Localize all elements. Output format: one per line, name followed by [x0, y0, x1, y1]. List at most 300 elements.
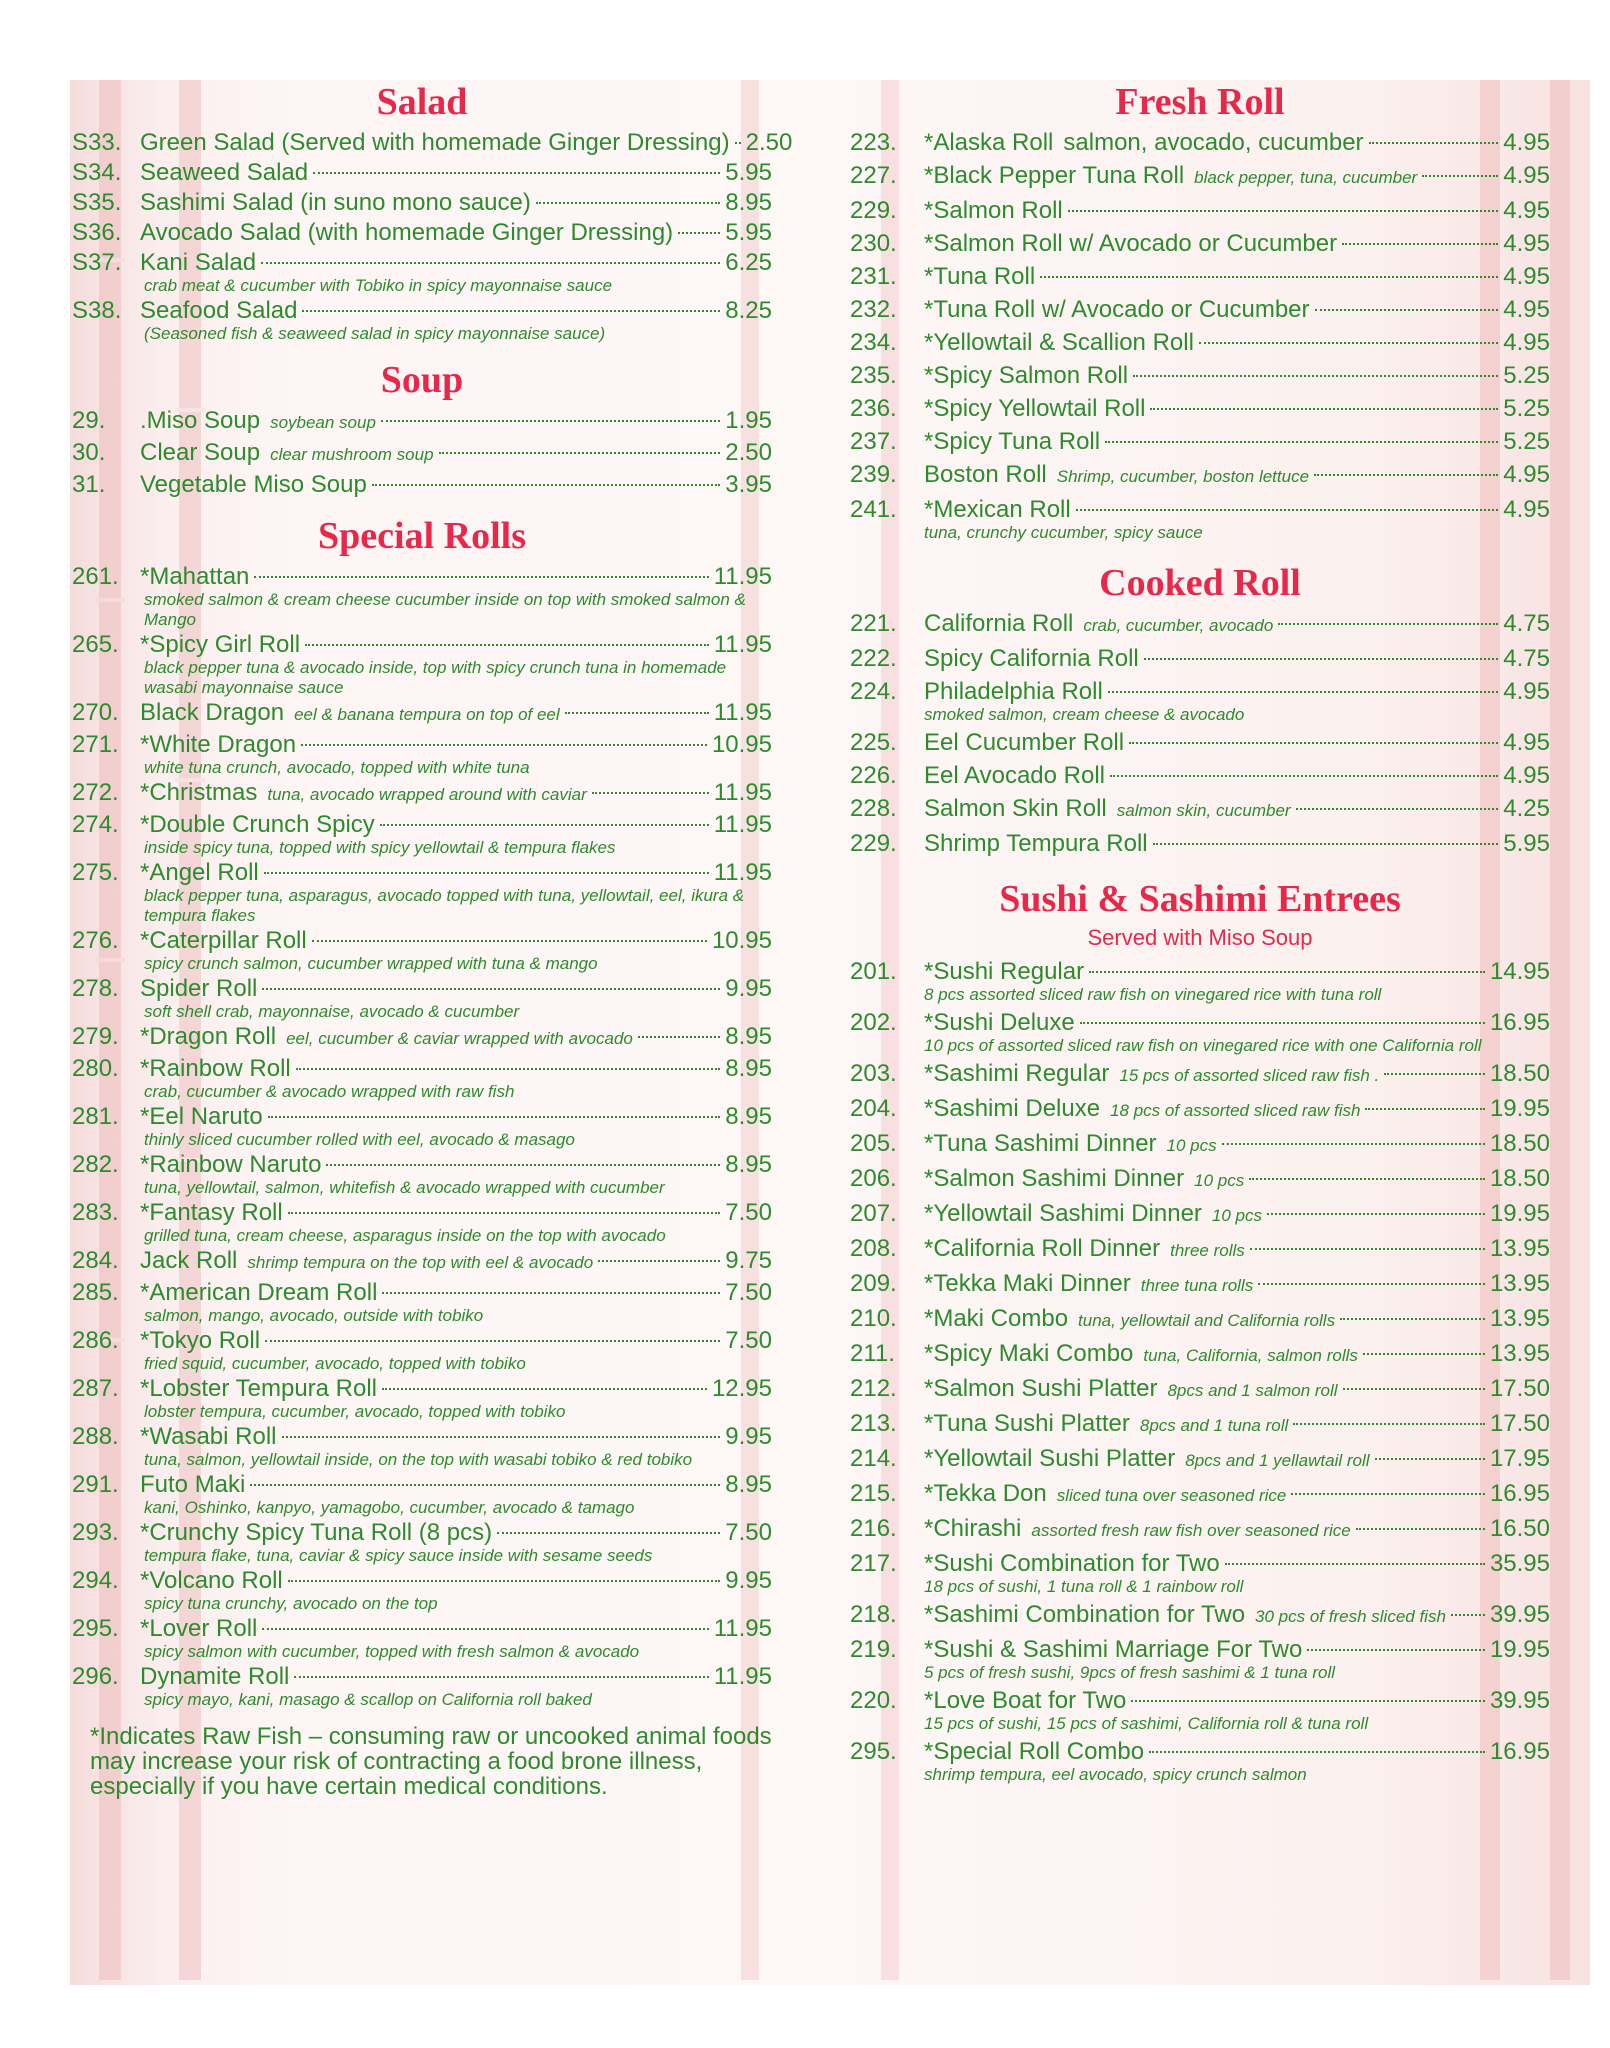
- item-name: Clear Soup: [140, 439, 261, 466]
- dot-leader: [382, 1388, 707, 1390]
- item-number: 219.: [850, 1636, 897, 1663]
- menu-item-row: [72, 296, 772, 326]
- item-description: grilled tuna, cream cheese, asparagus inside on the top with avocado: [144, 1226, 666, 1245]
- item-description: 5 pcs of fresh sushi, 9pcs of fresh sashimi & 1 tuna roll: [924, 1663, 1336, 1682]
- item-inline-description: 8pcs and 1 yellawtail roll: [1185, 1451, 1370, 1470]
- section-subtitle: Served with Miso Soup: [1087, 925, 1313, 950]
- item-description: smoked salmon, cream cheese & avocado: [924, 705, 1245, 724]
- dot-leader: [372, 484, 720, 486]
- item-price: 13.95: [1489, 1270, 1550, 1297]
- item-name: *Christmas: [140, 779, 258, 806]
- menu-item: [850, 229, 1550, 259]
- item-number: 29.: [72, 407, 106, 434]
- item-description: spicy tuna crunchy, avocado on the top: [144, 1594, 438, 1613]
- dot-leader: [288, 1212, 721, 1214]
- item-price: 6.25: [725, 249, 772, 276]
- item-name: *Crunchy Spicy Tuna Roll (8 pcs): [140, 1519, 493, 1546]
- menu-item-row: [72, 1054, 772, 1084]
- item-name: *Spicy Yellowtail Roll: [924, 395, 1146, 422]
- menu-item: [72, 218, 772, 248]
- item-name: *Sashimi Combination for Two: [924, 1601, 1246, 1628]
- item-name: Spider Roll: [140, 975, 258, 1002]
- item-number: 234.: [850, 329, 897, 356]
- item-number: 274.: [72, 811, 119, 838]
- item-description: soft shell crab, mayonnaise, avocado & cucumber: [144, 1002, 520, 1021]
- dot-leader: [1343, 1388, 1485, 1390]
- dot-leader: [302, 310, 720, 312]
- menu-item-row: [72, 1662, 772, 1692]
- menu-item-row: [72, 858, 772, 888]
- item-price: 19.95: [1489, 1636, 1550, 1663]
- item-name: *Rainbow Naruto: [140, 1151, 322, 1178]
- item-inline-description: soybean soup: [270, 413, 376, 432]
- item-number: 211.: [850, 1340, 895, 1367]
- item-price: 4.75: [1503, 610, 1550, 637]
- menu-item: [850, 1094, 1550, 1126]
- dot-leader: [1199, 342, 1498, 344]
- item-price: 5.25: [1503, 362, 1550, 389]
- menu-item-row: [72, 158, 772, 188]
- item-number: 206.: [850, 1165, 897, 1192]
- item-inline-description: tuna, yellowtail and California rolls: [1078, 1311, 1336, 1330]
- item-number: 226.: [850, 762, 897, 789]
- menu-item: [72, 1518, 772, 1566]
- item-inline-description: tuna, California, salmon rolls: [1143, 1346, 1358, 1365]
- item-description: 8 pcs assorted sliced raw fish on vinegared rice with tuna roll: [924, 985, 1382, 1004]
- item-name: *White Dragon: [140, 731, 297, 758]
- item-number: 231.: [850, 263, 897, 290]
- menu-item-row: [850, 1514, 1550, 1546]
- menu-item: [850, 1600, 1550, 1632]
- item-inline-description: 8pcs and 1 tuna roll: [1139, 1416, 1289, 1435]
- item-price: 4.95: [1503, 678, 1550, 705]
- item-price: 16.95: [1489, 1480, 1550, 1507]
- item-number: 215.: [850, 1480, 897, 1507]
- menu-item: [850, 1269, 1550, 1301]
- menu-item: [850, 328, 1550, 358]
- menu-item: [850, 1409, 1550, 1441]
- menu-item-row: [72, 778, 772, 810]
- dot-leader: [1356, 1528, 1485, 1530]
- item-description: tuna, salmon, yellowtail inside, on the top with wasabi tobiko & red tobiko: [144, 1450, 693, 1469]
- item-price: 14.95: [1489, 958, 1550, 985]
- item-number: 222.: [850, 645, 897, 672]
- item-number: 295.: [72, 1615, 119, 1642]
- item-inline-description: black pepper, tuna, cucumber: [1194, 168, 1418, 187]
- dot-leader: [592, 792, 709, 794]
- menu-item-row: [850, 295, 1550, 325]
- menu-item-row: [72, 128, 793, 158]
- menu-item: [850, 1199, 1550, 1231]
- menu-item: [72, 438, 772, 470]
- menu-item-row: [850, 161, 1550, 193]
- item-number: 283.: [72, 1199, 119, 1226]
- menu-item: [850, 460, 1550, 492]
- item-number: 230.: [850, 230, 897, 257]
- menu-item: [72, 1102, 772, 1150]
- item-name: California Roll: [924, 610, 1074, 637]
- menu-item-row: [850, 1549, 1550, 1579]
- menu-item: [72, 158, 772, 188]
- menu-item: [850, 761, 1550, 791]
- item-inline-description: Shrimp, cucumber, boston lettuce: [1056, 467, 1310, 486]
- section-title-salad: Salad: [376, 81, 468, 123]
- menu-item-row: [850, 427, 1550, 457]
- menu-item: [72, 1246, 772, 1278]
- menu-item: [850, 1008, 1550, 1056]
- dot-leader: [262, 988, 720, 990]
- item-inline-description: 10 pcs: [1194, 1171, 1245, 1190]
- dot-leader: [1133, 375, 1498, 377]
- menu-item: [850, 829, 1550, 859]
- menu-item: [850, 677, 1550, 725]
- item-number: 296.: [72, 1663, 119, 1690]
- item-price: 39.95: [1489, 1601, 1550, 1628]
- menu-item: [72, 974, 772, 1022]
- item-inline-description: salmon, avocado, cucumber: [1063, 129, 1364, 156]
- item-price: 39.95: [1489, 1687, 1550, 1714]
- menu-item: [850, 1737, 1550, 1785]
- menu-item: [72, 128, 793, 158]
- dot-leader: [1342, 243, 1498, 245]
- item-price: 3.95: [725, 471, 772, 498]
- menu-item-row: [72, 470, 772, 500]
- item-number: 204.: [850, 1095, 897, 1122]
- menu-item: [72, 630, 772, 698]
- item-price: 11.95: [713, 699, 772, 726]
- item-name: *Tuna Roll: [924, 263, 1036, 290]
- item-number: 227.: [850, 162, 897, 189]
- item-price: 5.95: [725, 219, 772, 246]
- item-inline-description: clear mushroom soup: [270, 445, 434, 464]
- item-inline-description: three rolls: [1170, 1241, 1245, 1260]
- item-name: *Eel Naruto: [140, 1103, 263, 1130]
- item-name: *Sushi Regular: [924, 958, 1085, 985]
- dot-leader: [735, 142, 741, 144]
- item-number: 279.: [72, 1023, 119, 1050]
- dot-leader: [264, 872, 709, 874]
- item-description: salmon, mango, avocado, outside with tobiko: [144, 1306, 484, 1325]
- item-number: 209.: [850, 1270, 897, 1297]
- item-inline-description: crab, cucumber, avocado: [1083, 616, 1274, 635]
- menu-item: [850, 361, 1550, 391]
- menu-item-row: [72, 406, 772, 438]
- menu-item: [850, 1444, 1550, 1476]
- menu-item: [850, 609, 1550, 641]
- menu-item-row: [72, 1422, 772, 1452]
- dot-leader: [497, 1532, 720, 1534]
- item-name: *Chirashi: [924, 1515, 1022, 1542]
- item-price: 9.95: [725, 1567, 772, 1594]
- item-inline-description: 15 pcs of assorted sliced raw fish .: [1119, 1066, 1380, 1085]
- dot-leader: [1278, 623, 1498, 625]
- item-number: S34.: [72, 159, 122, 186]
- item-price: 8.95: [725, 1471, 772, 1498]
- dot-leader: [1105, 441, 1498, 443]
- dot-leader: [268, 1116, 721, 1118]
- item-number: 223.: [850, 129, 897, 156]
- dot-leader: [282, 1436, 721, 1438]
- item-inline-description: eel, cucumber & caviar wrapped with avocado: [286, 1029, 633, 1048]
- item-name: *Salmon Sashimi Dinner: [924, 1165, 1185, 1192]
- item-name: *Salmon Roll: [924, 197, 1063, 224]
- item-number: 207.: [850, 1200, 897, 1227]
- menu-item-row: [850, 361, 1550, 391]
- item-name: *Tuna Sashimi Dinner: [924, 1130, 1157, 1157]
- item-number: 281.: [72, 1103, 119, 1130]
- menu-item-row: [72, 1022, 772, 1054]
- item-name: *Lover Roll: [140, 1615, 258, 1642]
- item-price: 10.95: [711, 731, 772, 758]
- item-number: 30.: [72, 439, 106, 466]
- menu-item-row: [850, 1600, 1550, 1632]
- menu-item: [72, 248, 772, 296]
- item-description: crab meat & cucumber with Tobiko in spicy mayonnaise sauce: [144, 276, 613, 295]
- dot-leader: [1314, 474, 1498, 476]
- item-name: .Miso Soup: [140, 407, 261, 434]
- item-number: 216.: [850, 1515, 897, 1542]
- item-name: Sashimi Salad (in suno mono sauce): [140, 189, 531, 216]
- item-price: 9.95: [725, 1423, 772, 1450]
- item-name: Futo Maki: [140, 1471, 246, 1498]
- item-name: Seaweed Salad: [140, 159, 309, 186]
- item-name: *Salmon Sushi Platter: [924, 1375, 1158, 1402]
- item-number: S36.: [72, 219, 122, 246]
- item-name: *Double Crunch Spicy: [140, 811, 375, 838]
- menu-item-row: [850, 609, 1550, 641]
- item-description: kani, Oshinko, kanpyo, yamagobo, cucumber, avocado & tamago: [144, 1498, 635, 1517]
- item-number: 220.: [850, 1687, 897, 1714]
- item-number: 208.: [850, 1235, 897, 1262]
- item-description: thinly sliced cucumber rolled with eel, avocado & masago: [144, 1130, 575, 1149]
- item-price: 4.75: [1503, 645, 1550, 672]
- item-number: 201.: [850, 958, 897, 985]
- menu-item: [72, 188, 772, 218]
- item-name: Boston Roll: [924, 461, 1047, 488]
- item-price: 11.95: [713, 779, 772, 806]
- item-number: 228.: [850, 795, 897, 822]
- menu-item-row: [72, 1150, 772, 1180]
- dot-leader: [1293, 1423, 1485, 1425]
- dot-leader: [1258, 1283, 1485, 1285]
- item-number: 265.: [72, 631, 119, 658]
- menu-item-row: [72, 218, 772, 248]
- menu-item: [850, 1514, 1550, 1546]
- dot-leader: [678, 232, 720, 234]
- menu-item: [850, 728, 1550, 758]
- menu-item: [850, 644, 1550, 674]
- dot-leader: [254, 576, 708, 578]
- item-number: 214.: [850, 1445, 897, 1472]
- item-price: 16.50: [1489, 1515, 1550, 1542]
- item-description: white tuna crunch, avocado, topped with white tuna: [144, 758, 530, 777]
- menu-item-row: [72, 1326, 772, 1356]
- item-description: spicy mayo, kani, masago & scallop on California roll baked: [144, 1690, 592, 1709]
- dot-leader: [1267, 1213, 1485, 1215]
- dot-leader: [1089, 971, 1485, 973]
- dot-leader: [565, 712, 709, 714]
- dot-leader: [1365, 1108, 1484, 1110]
- raw-fish-notice: *Indicates Raw Fish – consuming raw or uncooked animal foods may increase your risk of contracting a food brone illness, especially if you have certain medical conditions.: [90, 1723, 772, 1800]
- menu-item-row: [850, 644, 1550, 674]
- item-number: S33.: [72, 129, 122, 156]
- item-price: 8.95: [725, 1103, 772, 1130]
- menu-item-row: [850, 460, 1550, 492]
- item-price: 2.50: [725, 439, 772, 466]
- item-inline-description: assorted fresh raw fish over seasoned rice: [1031, 1521, 1351, 1540]
- item-number: 270.: [72, 699, 119, 726]
- menu-item: [72, 778, 772, 810]
- item-name: *Angel Roll: [140, 859, 259, 886]
- item-price: 8.95: [725, 1151, 772, 1178]
- dot-leader: [262, 1628, 708, 1630]
- item-price: 18.50: [1489, 1165, 1550, 1192]
- left-column: [72, 80, 793, 1800]
- menu-item-row: [850, 1737, 1550, 1767]
- item-description: shrimp tempura, eel avocado, spicy crunch salmon: [924, 1765, 1307, 1784]
- item-price: 8.25: [725, 297, 772, 324]
- menu-item-row: [72, 1566, 772, 1596]
- item-name: Eel Cucumber Roll: [924, 729, 1125, 756]
- menu-item: [72, 1054, 772, 1102]
- item-name: Green Salad (Served with homemade Ginger Dressing): [140, 129, 730, 156]
- item-number: 212.: [850, 1375, 897, 1402]
- menu-item: [72, 1374, 772, 1422]
- menu-item-row: [850, 1444, 1550, 1476]
- dot-leader: [381, 420, 720, 422]
- item-price: 35.95: [1489, 1550, 1550, 1577]
- dot-leader: [1131, 1700, 1485, 1702]
- item-number: 261.: [72, 563, 119, 590]
- item-description: 10 pcs of assorted sliced raw fish on vinegared rice with one California roll: [924, 1036, 1482, 1055]
- item-number: S35.: [72, 189, 122, 216]
- right-column: [850, 80, 1550, 1788]
- section-title-soup: Soup: [380, 359, 464, 401]
- menu-item: [72, 1422, 772, 1470]
- item-name: *Sashimi Regular: [924, 1060, 1110, 1087]
- menu-item: [72, 1022, 772, 1054]
- item-number: 221.: [850, 610, 897, 637]
- dot-leader: [1363, 1353, 1485, 1355]
- item-name: *Tuna Roll w/ Avocado or Cucumber: [924, 296, 1310, 323]
- menu-item: [72, 926, 772, 974]
- item-name: *Rainbow Roll: [140, 1055, 291, 1082]
- menu-item: [850, 495, 1550, 543]
- item-name: Jack Roll: [140, 1247, 238, 1274]
- menu-item-row: [850, 1129, 1550, 1161]
- item-price: 17.50: [1489, 1410, 1550, 1437]
- item-description: lobster tempura, cucumber, avocado, topped with tobiko: [144, 1402, 566, 1421]
- menu-item-row: [850, 829, 1550, 859]
- menu-item-row: [850, 1686, 1550, 1716]
- menu-item-row: [72, 1374, 772, 1404]
- item-price: 9.75: [725, 1247, 772, 1274]
- menu-item-row: [72, 1470, 772, 1500]
- menu-item-row: [850, 1269, 1550, 1301]
- menu-item-row: [850, 677, 1550, 707]
- item-price: 12.95: [711, 1375, 772, 1402]
- item-price: 8.95: [725, 1023, 772, 1050]
- item-price: 5.95: [1503, 830, 1550, 857]
- item-description: black pepper tuna, asparagus, avocado topped with tuna, yellowtail, eel, ikura & tempura flakes: [144, 886, 745, 925]
- item-inline-description: eel & banana tempura on top of eel: [294, 705, 560, 724]
- item-price: 11.95: [713, 1615, 772, 1642]
- item-name: *Mahattan: [140, 563, 250, 590]
- item-description: 18 pcs of sushi, 1 tuna roll & 1 rainbow roll: [924, 1577, 1244, 1596]
- item-price: 4.95: [1503, 162, 1550, 189]
- menu-item-row: [850, 794, 1550, 826]
- dot-leader: [1291, 1493, 1485, 1495]
- dot-leader: [250, 1484, 720, 1486]
- dot-leader: [1369, 142, 1499, 144]
- item-name: *Sushi Deluxe: [924, 1009, 1075, 1036]
- menu-item: [72, 810, 772, 858]
- item-name: *Fantasy Roll: [140, 1199, 283, 1226]
- menu-item-row: [850, 495, 1550, 525]
- menu-item-row: [72, 1198, 772, 1228]
- menu-item: [72, 730, 772, 778]
- menu-item-row: [850, 1094, 1550, 1126]
- menu-item: [850, 1374, 1550, 1406]
- item-name: *Caterpillar Roll: [140, 927, 307, 954]
- dot-leader: [1080, 1022, 1485, 1024]
- menu-item: [850, 1304, 1550, 1336]
- item-name: Salmon Skin Roll: [924, 795, 1107, 822]
- item-price: 1.95: [725, 407, 772, 434]
- menu-item: [72, 1566, 772, 1614]
- dot-leader: [1222, 1143, 1485, 1145]
- menu-item-row: [850, 1409, 1550, 1441]
- item-name: *Dragon Roll: [140, 1023, 277, 1050]
- item-price: 4.95: [1503, 329, 1550, 356]
- item-price: 4.95: [1503, 729, 1550, 756]
- item-price: 5.25: [1503, 428, 1550, 455]
- menu-item-row: [850, 957, 1550, 987]
- item-description: spicy salmon with cucumber, topped with fresh salmon & avocado: [144, 1642, 640, 1661]
- menu-item-row: [72, 248, 772, 278]
- section-title-fresh-roll: Fresh Roll: [1115, 81, 1285, 123]
- item-name: *Sashimi Deluxe: [924, 1095, 1101, 1122]
- item-inline-description: 8pcs and 1 salmon roll: [1167, 1381, 1338, 1400]
- menu-item: [72, 1662, 772, 1710]
- section-title-sushi-sashimi-entrees: Sushi & Sashimi Entrees: [999, 878, 1401, 920]
- item-price: 4.95: [1503, 296, 1550, 323]
- item-price: 19.95: [1489, 1095, 1550, 1122]
- item-price: 4.95: [1503, 197, 1550, 224]
- dot-leader: [439, 452, 721, 454]
- item-number: 278.: [72, 975, 119, 1002]
- item-inline-description: salmon skin, cucumber: [1116, 801, 1291, 820]
- item-description: tempura flake, tuna, caviar & spicy sauce inside with sesame seeds: [144, 1546, 653, 1565]
- section-title-cooked-roll: Cooked Roll: [1099, 562, 1301, 604]
- item-number: 213.: [850, 1410, 897, 1437]
- item-price: 7.50: [725, 1327, 772, 1354]
- menu-item: [850, 1059, 1550, 1091]
- menu-item: [72, 1326, 772, 1374]
- item-price: 4.95: [1503, 230, 1550, 257]
- item-price: 10.95: [711, 927, 772, 954]
- menu-item: [850, 427, 1550, 457]
- menu-item: [850, 1164, 1550, 1196]
- dot-leader: [1040, 276, 1498, 278]
- dot-leader: [382, 1292, 720, 1294]
- menu-item: [850, 1686, 1550, 1734]
- menu-item: [850, 1129, 1550, 1161]
- menu-item-row: [72, 974, 772, 1004]
- item-number: 202.: [850, 1009, 897, 1036]
- dot-leader: [305, 644, 709, 646]
- dot-leader: [326, 1164, 720, 1166]
